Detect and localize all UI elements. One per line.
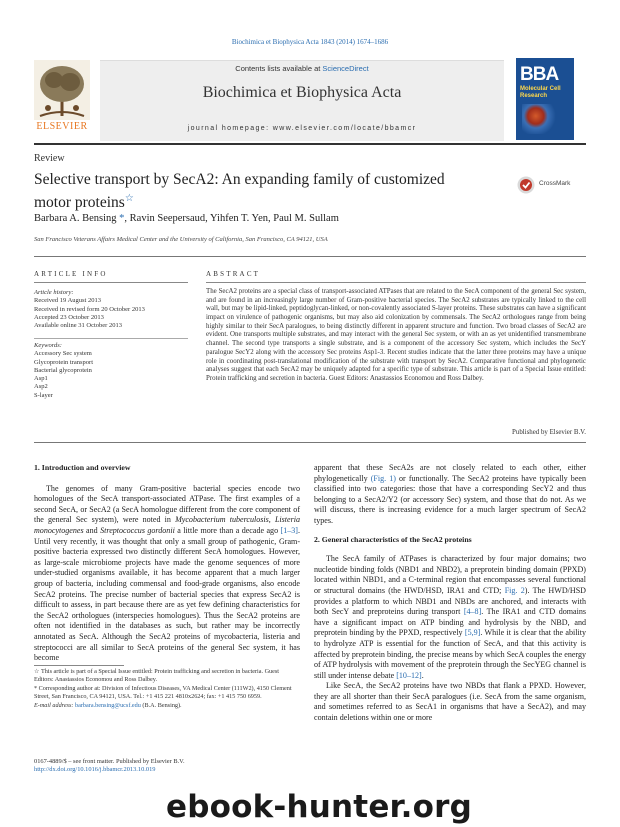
cover-subtitle: Molecular Cell Research (520, 86, 561, 99)
text-run: or functionally. The SecA2 proteins have typically been classified into two categories: those that have a corresponding SecY2 and thus belonging to a SecA2/Y2 (or accessory Sec) system, and those that do not. As we will discuss, there is increasing evidence for a much larger spectrum of SecA2 types. (314, 473, 586, 525)
paragraph: Like SecA, the SecA2 proteins have two NBDs that flank a PPXD. However, they are all shorter than their SecA paralogues (i.e. SecA from the same organism, and sometimes referred to as SecA1 in organisms that have a SecA2), and may contain deletions within one or more (314, 681, 586, 723)
keyword: S-layer (34, 391, 53, 399)
text-run: . The IRA1 and CTD domains have a significant impact on ATP binding and hydrolysis by the NBD, and preprotein binding by the PPXD, respectively (314, 607, 586, 638)
cover-title: BBA (520, 64, 559, 85)
journal-cover-image (516, 58, 574, 140)
keywords-label: Keywords: (34, 342, 62, 349)
body-right-column (314, 463, 586, 724)
crossmark-label: CrossMark (539, 180, 571, 187)
email-suffix: (B.A. Bensing). (140, 702, 182, 709)
keywords (34, 342, 188, 400)
text-run: The genomes of many Gram-positive bacterial species encode two homologues of the SecA transport-associated ATPase. The first examples of a second SecA, or SecA2 (a SecA homologue different from the core component of the general Sec system), were noted in (34, 483, 300, 525)
history-item: Received in revised form 20 October 2013 (34, 305, 145, 313)
watermark: ebook-hunter.org (166, 789, 472, 825)
text-run: ). The HWD/HSD provides a platform to which NBD1 and NBDs are anchored, and interacts with both SecY and preproteins during transport (314, 585, 586, 617)
organism-name: Streptococcus gordonii (100, 525, 175, 535)
article-history (34, 289, 188, 330)
keyword: Glycoprotein transport (34, 358, 94, 366)
paragraph (34, 484, 300, 664)
affiliation: San Francisco Veterans Affairs Medical Center and the University of California, San Francisco, CA 94121, USA (34, 236, 328, 243)
footnote-email (34, 702, 300, 710)
issn-line: 0167-4889/$ – see front matter. Published by Elsevier B.V. (34, 758, 185, 765)
article-title (34, 170, 474, 212)
citation-link[interactable]: [10–12] (396, 670, 422, 680)
doi-link[interactable]: http://dx.doi.org/10.1016/j.bbamcr.2013.10.019 (34, 766, 156, 773)
abstract-rule (206, 282, 586, 283)
journal-title: Biochimica et Biophysica Acta (202, 84, 402, 101)
contents-prefix: Contents lists available at (235, 64, 323, 73)
text-run: . While it is clear that the ability to hydrolyze ATP is essential for the function of SecA, and that this activity is affected by preprotein binding, the precise means by which SecA couples the energy of ATP hydrolysis with movement of the preprotein through the SecYEG channel is still under intense debate (314, 628, 586, 680)
cover-artwork (522, 104, 568, 134)
paragraph (314, 554, 586, 681)
journal-citation[interactable]: Biochimica et Biophysica Acta 1843 (2014) 1674–1686 (231, 38, 389, 46)
history-label: Article history: (34, 289, 74, 296)
organism-names: Mycobacterium tuberculosis, Listeria monocytogenes (34, 515, 300, 535)
contents-line (100, 64, 504, 73)
keyword: Bacterial glycoprotein (34, 366, 92, 374)
keyword: Asp2 (34, 383, 48, 391)
title-footnote-mark[interactable]: ☆ (124, 193, 134, 204)
article-type: Review (34, 153, 65, 164)
sciencedirect-link[interactable]: ScienceDirect (322, 64, 369, 73)
keyword: Accessory Sec system (34, 350, 92, 358)
email-link[interactable]: barbara.bensing@ucsf.edu (75, 702, 141, 709)
section-1-heading: 1. Introduction and overview (34, 463, 131, 472)
footnote-rule (34, 665, 124, 666)
text-run: a little more than a decade ago (174, 525, 281, 535)
article-info-rule (34, 282, 188, 283)
copyright-block (34, 758, 300, 774)
history-item: Accepted 23 October 2013 (34, 313, 104, 321)
citation-link[interactable]: [4–8] (463, 607, 482, 617)
publisher-logo-text: ELSEVIER (36, 121, 88, 132)
published-by: Published by Elsevier B.V. (512, 429, 586, 436)
body-left-column (34, 463, 300, 664)
section-2-heading: 2. General characteristics of the SecA2 proteins (314, 534, 472, 544)
text-run: . (421, 670, 424, 680)
corresponding-author-mark[interactable]: * (116, 213, 125, 224)
crossmark-icon (517, 176, 535, 194)
journal-homepage[interactable]: journal homepage: www.elsevier.com/locate/bbamcr (187, 125, 417, 132)
citation-link[interactable]: [1–3] (280, 525, 298, 535)
text-run: and (83, 525, 101, 535)
footnote-special-issue: ☆ This article is part of a Special Issue entitled: Protein trafficking and secretion in bacteria. Guest Editors: Anastassios Economou and Ross Dalbey. (34, 668, 280, 683)
text-run: The SecA family of ATPases is characterized by four major domains; two nucleotide binding folds (NBD1 and NBD2), a preprotein binding domain (PPXD) located within NBD1, and a C-terminal region that encompasses several functional or structural domains (the HWD/HSD, IRA1 and CTD; (314, 554, 586, 595)
article-info-heading: ARTICLE INFO (34, 270, 108, 278)
abstract-text: The SecA2 proteins are a special class of transport-associated ATPases that are related to the SecA component of the general Sec system, and are found in an increasingly large number of Gram-positive bacterial species. The SecA2 substrates are typically linked to the cell wall, but may be lipid-linked, peptidoglycan-linked, or non-covalently associated S-layer proteins. These substrates can have a significant impact on virulence of pathogenic organisms, but may also aid colonization by commensals. The SecA2 orthologues range from being highly similar to their SecA paralogues, to being distinctly different in apparent structure and function. Two broad classes of SecA2 are evident. One transports multiple substrates, and may interact with the general Sec system, or with an as yet unidentified transmembrane channel. The second type transports a single substrate, and is a component of the accessory Sec system, which includes the SecY paralogue SecY2 along with the accessory Sec proteins Asp1-3. Recent studies indicate that the latter three proteins may have a unique role in coordinating post-translational modification of the substrate with transport by SecA2. Comparative functional and phylogenetic analyses suggest that each SecA2 may be uniquely adapted for a specific type of substrate. This article is part of a Special Issue entitled: Protein trafficking and secretion in bacteria. Guest Editors: Anastassios Economou and Ross Dalbey. (206, 288, 586, 382)
figure-link[interactable]: (Fig. 1) (370, 473, 396, 483)
abstract-heading: ABSTRACT (206, 270, 261, 278)
abstract-bottom-rule (34, 442, 586, 443)
figure-link[interactable]: Fig. 2 (504, 585, 525, 595)
keyword: Asp1 (34, 375, 48, 383)
article-title-text: Selective transport by SecA2: An expanding family of customized motor proteins (34, 171, 445, 212)
history-item: Received 19 August 2013 (34, 297, 101, 305)
footnotes (34, 668, 300, 711)
elsevier-tree-logo (34, 60, 90, 130)
other-authors: , Ravin Seepersaud, Yihfen T. Yen, Paul M. Sullam (124, 213, 339, 224)
footnote-corresponding-author: * Corresponding author at: Division of Infectious Diseases, VA Medical Center (111W2), 4150 Clement Street, San Francisco, CA 94121, USA. Tel.: +1 415 221 4810x2624; fax: +1 415 750 6959. (34, 685, 292, 700)
header-rule (34, 143, 586, 145)
text-run: apparent that these SecA2s are not closely related to each other, either phylogenetically (314, 463, 586, 483)
paragraph (314, 463, 586, 527)
crossmark-badge[interactable] (517, 176, 591, 194)
email-label: E-mail address: (34, 702, 76, 709)
history-item: Available online 31 October 2013 (34, 322, 122, 330)
authors-rule (34, 256, 586, 257)
keywords-rule (34, 338, 188, 339)
first-author: Barbara A. Bensing (34, 213, 117, 224)
author-list (34, 213, 339, 224)
citation-link[interactable]: [5,9] (464, 628, 481, 638)
text-run: . Until very recently, it was thought that only a small group of pathogenic, Gram-positive bacteria expressed two distinctly different SecA homologues. However, as large-scale microbiome projects have made the genome sequences of more under-studied organisms available, it has become apparent that a much larger group of bacteria, including commensal and food-grade organisms, also encode SecA2 proteins. The precise number of bacterial species that express SecA2 is difficult to assess, in part because there are as yet few defining characteristics for the SecA2 orthologues (interspecies homologues). Thus the SecA2 proteins are often not identified in the databases as such, but rather may be incorrectly annotated as SecA. Although the SecA2 proteins of mycobacteria, listeria and streptococci are all similar to SecA proteins of the general Sec system, it has become (34, 525, 300, 663)
